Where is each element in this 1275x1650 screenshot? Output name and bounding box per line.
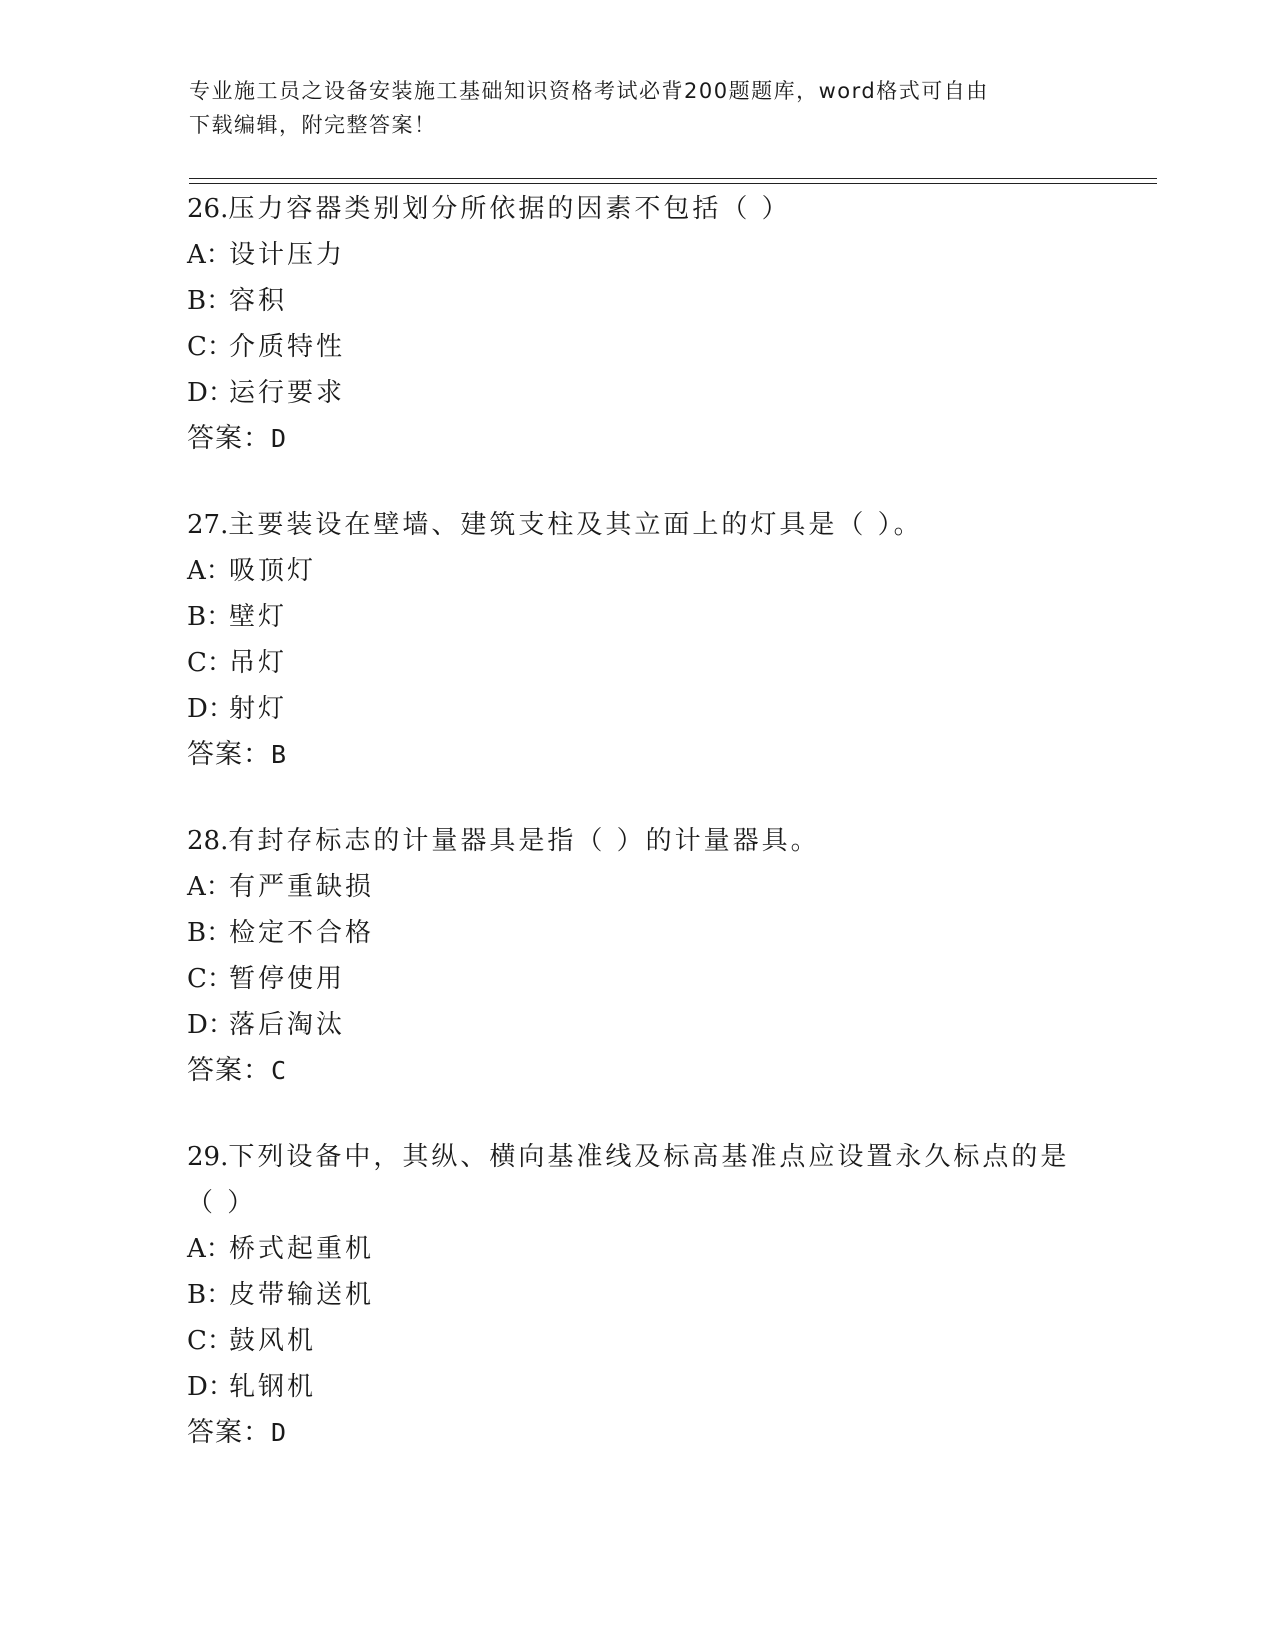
option-key: A： <box>187 556 232 586</box>
question-26 <box>187 186 1087 462</box>
option-c <box>187 640 1087 686</box>
option-text: 鼓风机 <box>229 1326 317 1356</box>
option-key: D： <box>187 1372 234 1402</box>
option-text: 壁灯 <box>229 602 288 632</box>
option-key: D： <box>187 694 234 724</box>
question-text: 有封存标志的计量器具是指（ ）的计量器具。 <box>228 826 820 856</box>
option-key: A： <box>187 240 232 270</box>
option-b <box>187 278 1087 324</box>
answer-value: D <box>271 1418 288 1447</box>
question-text: 下列设备中，其纵、横向基准线及标高基准点应设置永久标点的是 <box>228 1142 1070 1172</box>
option-text: 容积 <box>229 286 288 316</box>
option-text: 桥式起重机 <box>229 1234 375 1264</box>
question-stem <box>187 186 1087 232</box>
question-text: 主要装设在壁墙、建筑支柱及其立面上的灯具是（ ）。 <box>228 510 923 540</box>
option-a <box>187 864 1087 910</box>
question-number: 29. <box>187 1142 229 1172</box>
option-text: 暂停使用 <box>229 964 346 994</box>
document-header <box>189 74 1069 142</box>
option-text: 运行要求 <box>229 378 346 408</box>
option-d <box>187 1364 1087 1410</box>
option-c <box>187 956 1087 1002</box>
answer-line <box>187 1410 1087 1456</box>
option-key: B： <box>187 602 233 632</box>
header-divider-bottom <box>189 183 1157 184</box>
option-text: 检定不合格 <box>229 918 375 948</box>
option-text: 落后淘汰 <box>229 1010 346 1040</box>
option-b <box>187 910 1087 956</box>
option-text: 轧钢机 <box>229 1372 317 1402</box>
option-key: C： <box>187 1326 233 1356</box>
option-a <box>187 1226 1087 1272</box>
question-29 <box>187 1134 1087 1456</box>
option-text: 吊灯 <box>229 648 288 678</box>
option-text: 吸顶灯 <box>229 556 317 586</box>
option-key: C： <box>187 648 233 678</box>
option-text: 皮带输送机 <box>229 1280 375 1310</box>
answer-label: 答案： <box>187 1417 271 1448</box>
answer-line <box>187 732 1087 778</box>
option-c <box>187 1318 1087 1364</box>
question-stem <box>187 1134 1087 1180</box>
question-28 <box>187 818 1087 1094</box>
option-key: B： <box>187 286 233 316</box>
option-text: 设计压力 <box>229 240 346 270</box>
option-d <box>187 1002 1087 1048</box>
answer-line <box>187 1048 1087 1094</box>
answer-label: 答案： <box>187 739 271 770</box>
answer-line <box>187 416 1087 462</box>
option-key: C： <box>187 964 233 994</box>
option-text: 有严重缺损 <box>229 872 375 902</box>
option-key: C： <box>187 332 233 362</box>
question-number: 27. <box>187 510 229 540</box>
option-b <box>187 1272 1087 1318</box>
answer-label: 答案： <box>187 423 271 454</box>
question-number: 26. <box>187 194 229 224</box>
option-a <box>187 232 1087 278</box>
header-line-1: 专业施工员之设备安装施工基础知识资格考试必背200题题库，word格式可自由 <box>189 79 989 103</box>
option-key: D： <box>187 378 234 408</box>
question-stem <box>187 502 1087 548</box>
option-key: B： <box>187 918 233 948</box>
answer-value: D <box>271 424 288 453</box>
option-key: B： <box>187 1280 233 1310</box>
option-c <box>187 324 1087 370</box>
answer-value: C <box>271 1056 288 1085</box>
option-text: 介质特性 <box>229 332 346 362</box>
question-number: 28. <box>187 826 229 856</box>
question-27 <box>187 502 1087 778</box>
answer-value: B <box>271 740 288 769</box>
question-text: 压力容器类别划分所依据的因素不包括（ ） <box>228 194 791 224</box>
option-text: 射灯 <box>229 694 288 724</box>
header-divider-top <box>189 178 1157 179</box>
option-d <box>187 686 1087 732</box>
header-line-2: 下载编辑，附完整答案！ <box>189 113 437 137</box>
question-stem <box>187 818 1087 864</box>
answer-label: 答案： <box>187 1055 271 1086</box>
option-a <box>187 548 1087 594</box>
option-b <box>187 594 1087 640</box>
option-key: D： <box>187 1010 234 1040</box>
option-d <box>187 370 1087 416</box>
option-key: A： <box>187 1234 232 1264</box>
option-key: A： <box>187 872 232 902</box>
question-stem-continued: （ ） <box>187 1188 257 1218</box>
